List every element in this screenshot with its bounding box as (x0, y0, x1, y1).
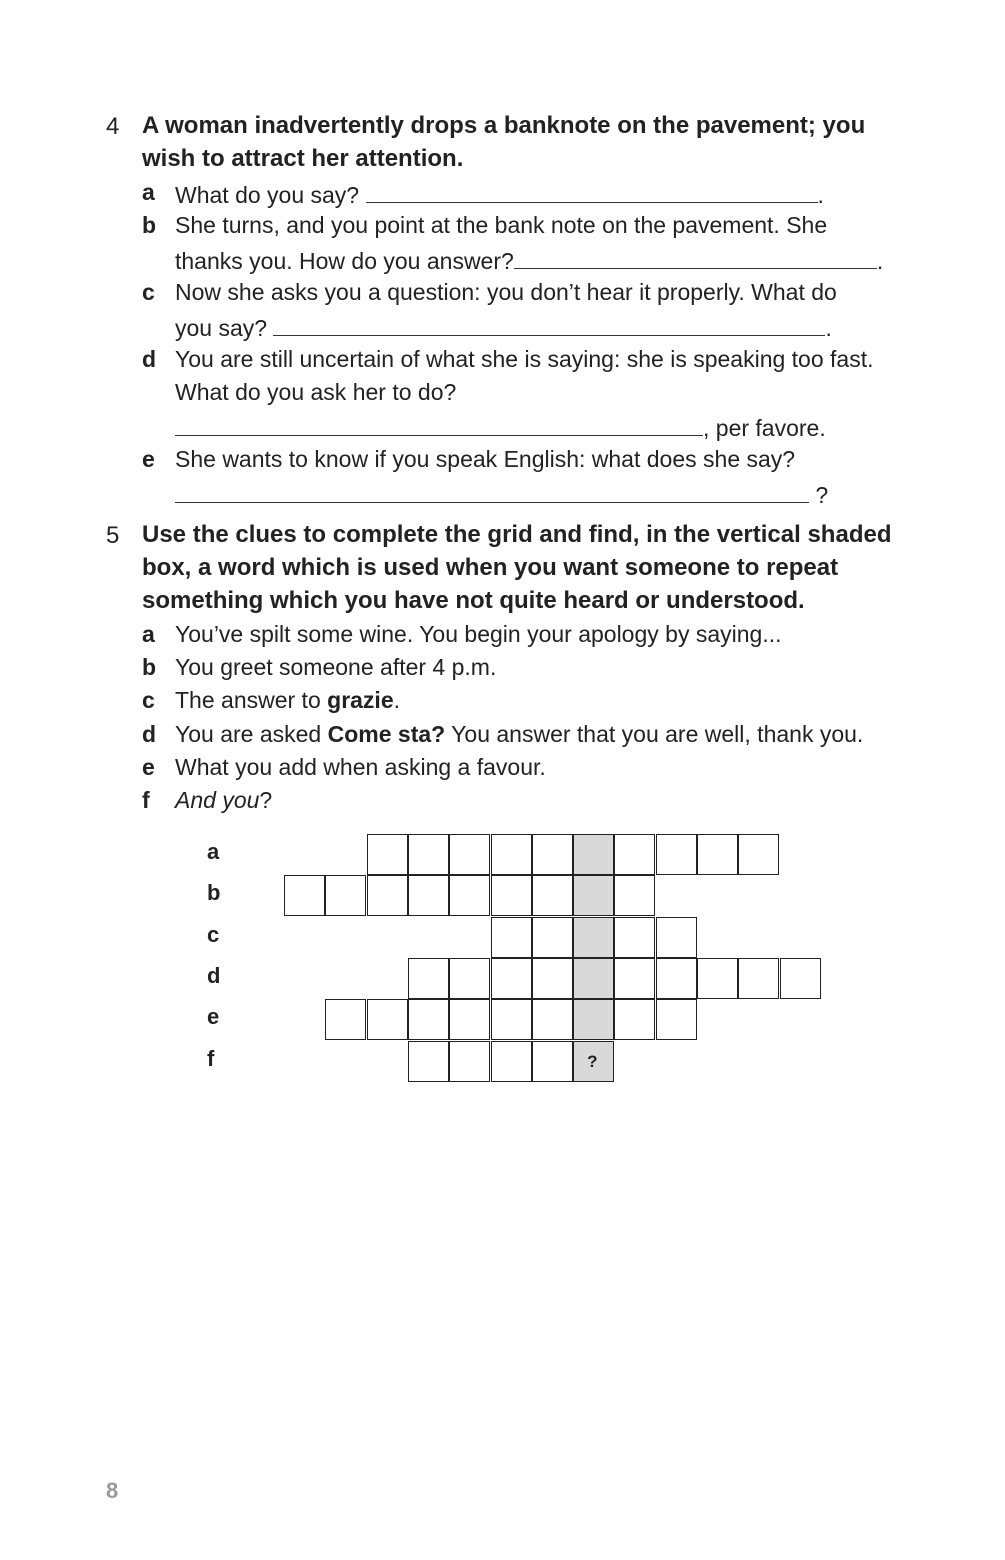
item-text-line1: Now she asks you a question: you don’t hear it properly. What do (175, 279, 837, 305)
grid-cell-b-3[interactable] (367, 875, 408, 916)
grid-cell-d-5[interactable] (573, 958, 614, 999)
clue-text: You greet someone after 4 p.m. (175, 654, 497, 680)
item-text-line2: thanks you. How do you answer? (175, 248, 514, 274)
clue-text: The answer to (175, 687, 328, 713)
grid-cell-d-3[interactable] (491, 958, 532, 999)
grid-cell-e-1[interactable] (325, 999, 366, 1040)
answer-blank[interactable] (273, 309, 825, 336)
grid-cell-d-2[interactable] (449, 958, 490, 999)
clue-text: What you add when asking a favour. (175, 754, 546, 780)
grid-cell-f-5[interactable] (573, 1041, 614, 1082)
clue-letter: a (142, 621, 155, 647)
grid-cell-e-5[interactable] (491, 999, 532, 1040)
grid-row-label-c: c (207, 921, 220, 947)
answer-blank[interactable] (514, 242, 877, 269)
q4-item-d-answer-row (175, 409, 826, 445)
item-letter: a (142, 179, 155, 205)
grid-cell-b-8[interactable] (573, 875, 614, 916)
item-text-line1: You are still uncertain of what she is saying: she is speaking too fast. (175, 346, 874, 372)
grid-cell-d-6[interactable] (614, 958, 655, 999)
grid-cell-d-9[interactable] (738, 958, 779, 999)
grid-cell-b-6[interactable] (491, 875, 532, 916)
item-text: She wants to know if you speak English: what does she say? (175, 446, 796, 472)
question-mark: ? (587, 1051, 598, 1071)
grid-cell-f-4[interactable] (532, 1041, 573, 1082)
grid-cell-e-3[interactable] (408, 999, 449, 1040)
clue-keyword: grazie (327, 687, 394, 713)
clue-letter: d (142, 721, 157, 747)
grid-cell-e-6[interactable] (532, 999, 573, 1040)
item-text: What do you say? (175, 182, 360, 208)
grid-cell-a-9[interactable] (697, 834, 738, 875)
grid-row-label-d: d (207, 962, 221, 988)
grid-cell-d-1[interactable] (408, 958, 449, 999)
question-5-heading: Use the clues to complete the grid and find, in the vertical shaded box, a word which is used when you want someone to repeat something which you have not quite heard or understood. (142, 521, 892, 614)
item-text-line2: you say? (175, 315, 268, 341)
grid-cell-c-1[interactable] (491, 917, 532, 958)
grid-cell-d-10[interactable] (780, 958, 821, 999)
grid-cell-a-5[interactable] (532, 834, 573, 875)
grid-cell-e-7[interactable] (573, 999, 614, 1040)
item-text-line1: She turns, and you point at the bank note on the pavement. She (175, 212, 828, 238)
clue-keyword: Come sta? (327, 721, 446, 747)
page-number: 8 (106, 1478, 119, 1503)
grid-cell-a-3[interactable] (449, 834, 490, 875)
answer-blank[interactable] (175, 476, 809, 503)
question-4-number: 4 (106, 113, 120, 140)
item-text-line2: What do you ask her to do? (175, 379, 457, 405)
grid-cell-b-9[interactable] (614, 875, 655, 916)
item-end: ? (815, 482, 829, 508)
grid-cell-a-4[interactable] (491, 834, 532, 875)
grid-row-label-f: f (207, 1045, 215, 1071)
item-letter: c (142, 279, 155, 305)
item-end: . (876, 248, 884, 274)
grid-cell-a-10[interactable] (738, 834, 779, 875)
clue-letter: f (142, 787, 150, 813)
grid-cell-e-9[interactable] (656, 999, 697, 1040)
item-letter: d (142, 346, 157, 372)
grid-cell-a-2[interactable] (408, 834, 449, 875)
grid-cell-c-3[interactable] (573, 917, 614, 958)
item-end: . (825, 315, 832, 341)
item-letter: e (142, 446, 155, 472)
grid-row-label-b: b (207, 880, 221, 906)
clue-letter: b (142, 654, 157, 680)
grid-cell-a-7[interactable] (614, 834, 655, 875)
item-end: , per favore. (703, 415, 826, 441)
clue-text-italic: And you (175, 787, 260, 813)
grid-cell-b-1[interactable] (284, 875, 325, 916)
q4-item-e-answer-row (175, 476, 828, 512)
question-5-number: 5 (106, 522, 120, 549)
clue-letter: c (142, 687, 155, 713)
grid-cell-f-2[interactable] (449, 1041, 490, 1082)
clue-text: You’ve spilt some wine. You begin your apology by saying... (175, 621, 782, 647)
grid-cell-e-4[interactable] (449, 999, 490, 1040)
grid-cell-b-2[interactable] (325, 875, 366, 916)
grid-cell-d-7[interactable] (656, 958, 697, 999)
clue-letter: e (142, 754, 155, 780)
grid-cell-a-1[interactable] (367, 834, 408, 875)
item-end: . (817, 182, 824, 208)
grid-cell-a-8[interactable] (656, 834, 697, 875)
grid-cell-d-4[interactable] (532, 958, 573, 999)
answer-blank[interactable] (175, 409, 703, 436)
grid-cell-c-2[interactable] (532, 917, 573, 958)
clue-text-end: You answer that you are well, thank you. (445, 721, 864, 747)
answer-blank[interactable] (366, 176, 818, 203)
grid-cell-c-4[interactable] (614, 917, 655, 958)
clue-text-end: ? (259, 787, 273, 813)
item-letter: b (142, 212, 157, 238)
grid-cell-b-7[interactable] (532, 875, 573, 916)
grid-cell-a-6[interactable] (573, 834, 614, 875)
grid-cell-e-2[interactable] (367, 999, 408, 1040)
clue-text-end: . (393, 687, 401, 713)
grid-cell-f-3[interactable] (491, 1041, 532, 1082)
grid-cell-d-8[interactable] (697, 958, 738, 999)
grid-cell-f-1[interactable] (408, 1041, 449, 1082)
question-4-heading: A woman inadvertently drops a banknote on the pavement; you wish to attract her attention. (142, 112, 866, 172)
grid-cell-e-8[interactable] (614, 999, 655, 1040)
grid-cell-c-5[interactable] (656, 917, 697, 958)
clue-text: You are asked (175, 721, 328, 747)
grid-row-label-a: a (207, 839, 220, 864)
grid-cell-b-5[interactable] (449, 875, 490, 916)
grid-cell-b-4[interactable] (408, 875, 449, 916)
grid-row-label-e: e (207, 1004, 220, 1030)
